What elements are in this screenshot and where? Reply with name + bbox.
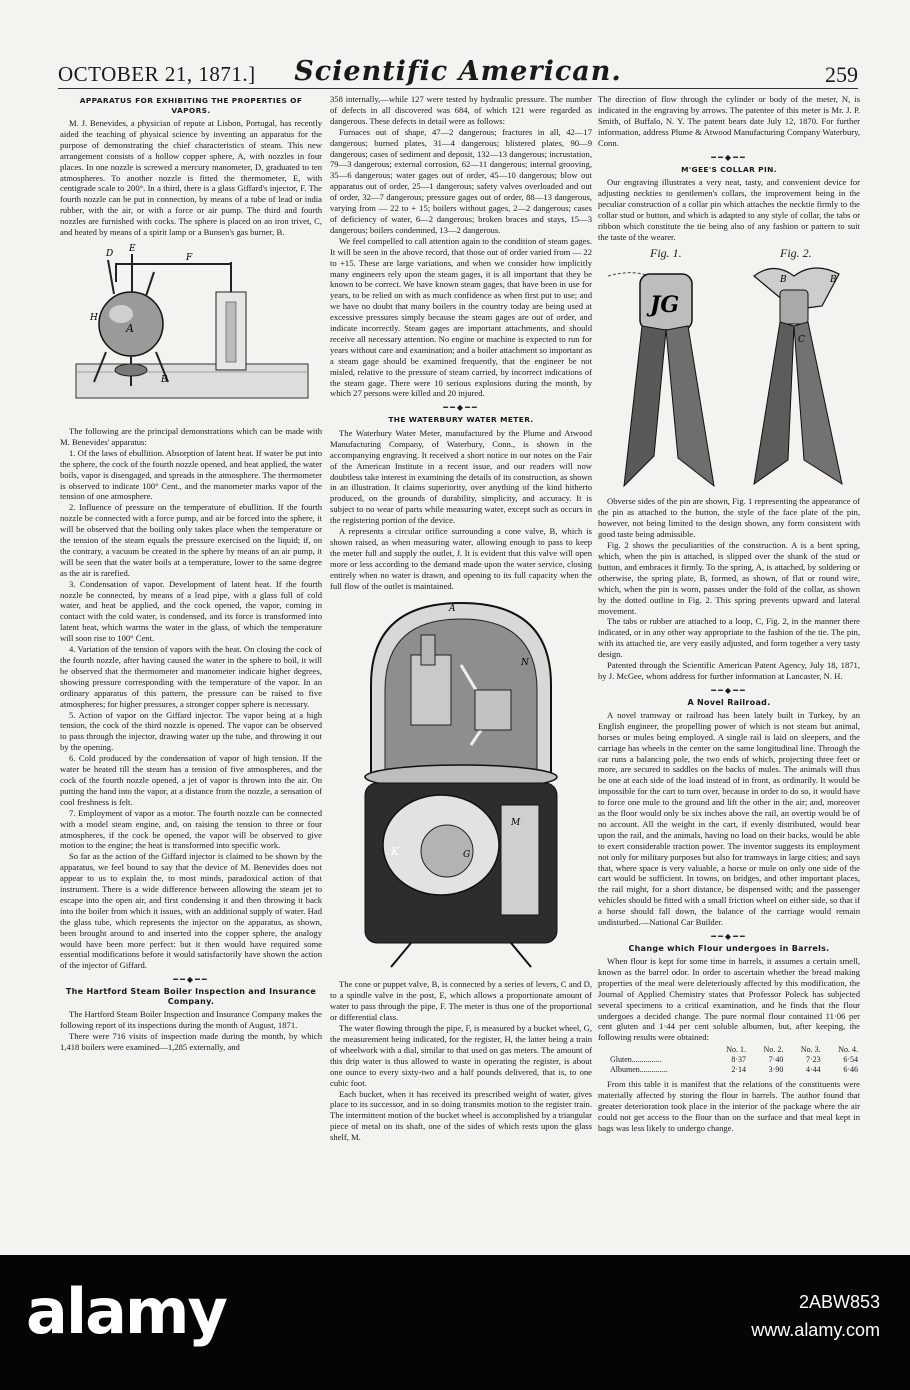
table-row [598, 1065, 860, 1075]
article-title-hartford: The Hartford Steam Boiler Inspection and Insurance Company. [65, 987, 317, 1007]
water-meter-engraving [351, 595, 571, 975]
section-ornament: ━━◆━━ [711, 932, 747, 941]
paragraph: There were 716 visits of inspection made during the month, by which 1,418 boilers were examined—1,285 externally, and [60, 1031, 322, 1052]
table-header-cell: No. 1. [726, 1045, 746, 1055]
paragraph: A represents a circular orifice surrounding a cone valve, B, which is shown raised, as when measuring water, allowing enough to pass to keep the meter full and supply the outlet, J. It is evident that this valve will open more or less according to the demand made upon the water service, closing entirely when no water is drawn, and opening to its full capacity when the full flow of the outlet is maintained. [330, 526, 592, 591]
table-header-cell: No. 4. [838, 1045, 858, 1055]
svg-text:B: B [830, 275, 837, 286]
svg-text:B: B [161, 374, 168, 385]
collar-pin-figures [604, 246, 854, 494]
table-cell: 7·40 [768, 1055, 784, 1065]
paragraph: A novel tramway or railroad has been lately built in Turkey, by an English engineer, the propelling power of which is not steam but animal, horses or mules being employed. A single rail is laid on sleepers, and the carriage has wheels in the center on the same longitudinal line. Through the car runs a balancing pole, the two ends of which, projecting three feet or more, are secured to saddles on the backs of mules. The animals will thus be one at each side of the load instead of in front, as ordinarily. It would be impossible for the cart to turn over, because in order to do so, it would have to force one mule to the ground and lift the other in the air; and, moreover as the floor would only be six inches above the rail, an overtip would be of no account. All the weight in the cart, if evenly distributed, would bear upon the rail, and the animals, having no load on their backs, would be able to exert considerable traction power. The inventor suggests its employment not only for military purposes but also for tramways in large cities; and says that, where space is very valuable, a horse or mule on only one side of the cart would be sufficient. In towns, on bridges, and other important places, the rail might, for a short distance, be dispensed with; and the passenger vehicles should be fitted with a small friction wheel on either side, so that if a horse should fall down, the balance of the carriage would remain undisturbed.—National Car Builder. [598, 709, 860, 928]
paragraph: So far as the action of the Giffard injector is claimed to be shown by the apparatus, we feel bound to say that the device of M. Benevides does not appear to us to explain the, to most minds, paradoxical action of that instrument. There is a wide difference between allowing the steam jet to escape into the open air, and first condensing it and then throwing it back into the boiler from which it issues, with an additional supply of water. Had the glass tube, which represents the injector on the apparatus, as shown, been brought around to and inserted into the copper sphere, the analogy would have been more perfect: but it then would have required some essential modifications before it would satisfactorily have shown the action of the injector of Giffard. [60, 851, 322, 971]
svg-text:M: M [511, 818, 521, 829]
table-cell: 6·46 [843, 1065, 858, 1075]
issue-date: OCTOBER 21, 1871.] [58, 62, 256, 86]
table-cell: 7·23 [805, 1055, 821, 1065]
article-title-railroad: A Novel Railroad. [687, 697, 771, 707]
column-2 [330, 94, 592, 1250]
column-3 [598, 94, 860, 1250]
svg-text:F: F [186, 252, 193, 263]
svg-text:N: N [521, 658, 529, 669]
paragraph: The Waterbury Water Meter, manufactured by the Plume and Atwood Manufacturing Company, of Waterbury, Conn., is shown in the accompanying engraving. It received a short notice in our notes on the Fair of the American Institute in a recent issue, and our readers will now doubtless take interest in examining the details of its construction, as shown in an illustration. It claims superiority, over anything of the kind hitherto produced, on the grounds of durability, simplicity, and accuracy. It is subject to no wear of parts while measuring water, except such as occurs in the registering portion of the device. [330, 427, 592, 526]
svg-text:C: C [798, 335, 805, 346]
table-cell: 6·54 [843, 1055, 858, 1065]
svg-text:H: H [90, 312, 98, 323]
paragraph: The following are the principal demonstrations which can be made with M. Benevides' apparatus: [60, 425, 322, 447]
fig1-label: Fig. 1. [650, 246, 682, 261]
paragraph: 5. Action of vapor on the Giffard injector. The vapor being at a high tension, the cock of the third nozzle is opened. The vapor can be observed to pass through the injector, drawing water up the tube, and throwing it out by the opening. [60, 709, 322, 753]
paragraph: Each bucket, when it has received its prescribed weight of water, gives place to its successor, and in so doing transmits motion to the register train. The intermittent motion of the bucket wheel is accomplished by a triangular piece of metal on its shaft, one of the sides of which rests upon the glass shelf, M. [330, 1088, 592, 1143]
table-cell: 8·37 [731, 1055, 746, 1065]
table-row [598, 1055, 860, 1065]
header-rule [58, 88, 858, 89]
paragraph: 7. Employment of vapor as a motor. The fourth nozzle can be connected with a model steam engine, and, on raising the tension to three or four atmospheres, if the cock be opened, the vapor will be observed to give motion to the engine; the heat is transformed into specific work. [60, 807, 322, 851]
flour-results-table [598, 1045, 860, 1075]
section-ornament: ━━◆━━ [443, 403, 479, 413]
paragraph: Fig. 2 shows the peculiarities of the construction. A is a bent spring, which, when the pin is attached, is slipped over the shank of the stud or button, and embraces it firmly. To the spring, A, is attached, by soldering or otherwise, the spring plate, B, formed, as shown, of flat or round wire, which, when the pin is worn, passes under the fold of the collar, as shown by the dotted outline in Fig. 2. This spring prevents upward and lateral movement. [598, 540, 860, 616]
paragraph: 2. Influence of pressure on the temperature of ebullition. If the fourth nozzle be connected with a force pump, and air be forced into the sphere, it will be observed that the boiling only takes place when the temperature or the tension of the steam equals the pressure exercised on the liquid; if, on the contrary, a vacuum be created in the sphere by means of an air pump, it will be seen that the water boils at a temperature, lower to the same degree as the air is rarefied. [60, 502, 322, 578]
svg-text:E: E [129, 243, 136, 254]
table-cell: 2·14 [731, 1065, 746, 1075]
svg-text:G: G [463, 850, 471, 861]
article-title-apparatus: APPARATUS FOR EXHIBITING THE PROPERTIES OF VAPORS. [79, 96, 303, 115]
svg-text:B: B [780, 275, 787, 286]
table-cell: 3·90 [768, 1065, 784, 1075]
paragraph: The Hartford Steam Boiler Inspection and Insurance Company makes the following report of its inspections during the month of August, 1871. [60, 1009, 322, 1031]
table-header-row [598, 1045, 860, 1055]
table-header-cell: No. 2. [763, 1045, 784, 1055]
paragraph: Obverse sides of the pin are shown, Fig. 1 representing the appearance of the pin as attached to the button, the style of the face plate of the pin, however, not being limited to the design shown, any form consistent with good taste being admissible. [598, 496, 860, 540]
section-ornament: ━━◆━━ [711, 685, 747, 695]
paragraph: 3. Condensation of vapor. Development of latent heat. If the fourth nozzle be connected, by means of a lead pipe, with a glass full of cold water, and heat be applied, and the cock opened, the vapor, coming in contact with the cold water, is condensed, and its force is transformed into latent heat, which warms the water in the glass, of which the temperature will soon rise to 100° Cent. [60, 578, 322, 644]
paragraph: 1. Of the laws of ebullition. Absorption of latent heat. If water be put into the sphere, the cock of the fourth nozzle opened, and heat applied, the water boils, vapor is disengaged, and spreads in the atmosphere. The thermometer is observed to indicate 100° Cent., and the manometer marks vapor of the tension of one atmosphere. [60, 447, 322, 502]
paragraph: 358 internally,—while 127 were tested by hydraulic pressure. The number of defects in all discovered was 684, of which 121 were regarded as dangerous. These defects in detail were as follows: [330, 94, 592, 126]
paragraph: Our engraving illustrates a very neat, tasty, and convenient device for adjusting neckties to gentlemen's collars, the improvement being in the peculiar construction of a collar pin which attaches the necktie firmly to the collar stud or button, and which is adapted to any style of collar, the tabs or ribbon which constitute the tie being also of any fashion or pattern to suit the taste of the wearer. [598, 177, 860, 242]
table-header-cell [598, 1045, 711, 1055]
paragraph: The direction of flow through the cylinder or body of the meter, N, is indicated in the engraving by arrows. The patentee of this meter is Mr. J. P. Smith, of Buffalo, N. Y. The patent bears date July 12, 1870. For further information, address Plume & Atwood Manufacturing Company Waterbury, Conn. [598, 94, 860, 148]
table-cell: Albumen.............. [610, 1065, 668, 1075]
page-number: 259 [825, 62, 858, 87]
paragraph: Patented through the Scientific American Patent Agency, July 18, 1871, by J. McGee, whom address for further information at Lancaster, N. H. [598, 660, 860, 681]
paragraph: From this table it is manifest that the relations of the constituents were materially affected by storing the flour in barrels. The author found that greater deterioration took place in the interior of the package where the air could not get access to the flour than on the surface and that meal kept in bags was less likely to undergo change. [598, 1079, 860, 1133]
paragraph: Furnaces out of shape, 47—2 dangerous; fractures in all, 42—17 dangerous; burned plates, 31—4 dangerous; blistered plates, 90—9 dangerous; cases of sediment and deposit, 132—13 dangerous; incrustation, 79—3 dangerous; external corrosion, 62—11 dangerous; internal grooving, 35—6 dangerous; water gages out of order, 45—10 dangerous; blow out apparatus out of order, 25—1 dangerous; safety valves overloaded and out of order, 32—7 dangerous; pressure gages out of order, 88—13 dangerous, varying from — 22 to + 15; boilers without gages, 2—2 dangerous; cases of deficiency of water, 6—2 dangerous; broken braces and stays, 15—3 dangerous; boilers condemned, 13—2 dangerous. [330, 126, 592, 235]
svg-text:A: A [126, 321, 134, 335]
paragraph: The cone or puppet valve, B, is connected by a series of levers, C and D, to a spindle valve in the post, E, which allows a proportionate amount of water to pass through the pipe, F. The meter is thus one of the proportional or differential class. [330, 979, 592, 1023]
svg-text:JG: JG [650, 292, 680, 319]
svg-text:A: A [449, 604, 456, 615]
section-ornament: ━━◆━━ [711, 152, 747, 162]
image-id-code: 2ABW853 [798, 1292, 880, 1312]
table-header-cell: No. 3. [800, 1045, 821, 1055]
column-1 [60, 94, 322, 1250]
collar-pin-engraving [604, 246, 854, 494]
paragraph: The tabs or rubber are attached to a loop, C, Fig. 2, in the manner there indicated, or in any other way appropriate to the fashion of the tie. The pin, with its attached tie, are very easily adjusted, and form together a very tasty design. [598, 616, 860, 660]
svg-text:K: K [391, 845, 400, 859]
alamy-logo: alamy [26, 1275, 226, 1348]
table-cell: 4·44 [805, 1065, 821, 1075]
article-title-water-meter: THE WATERBURY WATER METER. [388, 415, 534, 425]
table-cell: Gluten............... [610, 1055, 662, 1065]
svg-text:D: D [106, 248, 114, 259]
paragraph: We feel compelled to call attention again to the condition of steam gages. It will be seen in the above record, that those out of order varied from — 22 to +15. These are large variations, and when we consider how implicitly many engineers rely upon the steam gages, it is all important that they be known to be correct. We have known steam gages, that have been in use for years, to be relied on with as much confidence as when first put to use; and we have no doubt that many boilers in the country today are being used at excessive pressures simply because the steam gages are out of order, and indicate incorrectly. Steam gages are important attachments, and should receive all necessary attention. No engine or machine is expected to run for years without care and examination; and a boiler attachment so important as a steam gage should be examined frequently, that the engineer be not misled, relative to the pressure of steam carried, by incorrect indications of the steam gage. There were 10 serious explosions during the month, by which 27 persons were killed and 20 injured. [330, 235, 592, 399]
vapor-apparatus-engraving [66, 242, 316, 422]
masthead-title: Scientific American. [294, 56, 622, 87]
fig2-label: Fig. 2. [780, 246, 812, 261]
paragraph: When flour is kept for some time in barrels, it assumes a certain smell, known as the barrel odor. In order to ascertain whether the bread making properties of the meal were deleteriously affected by this modification, the Journal of Applied Chemistry states that Professor Poleck has subjected several specimens to a critical examination, and he finds that the flour undergoes a decided change. The pure normal flour contained 11·06 per cent gluten and 1·44 per cent soluble albumen, but, after keeping, the following results were obtained: [598, 956, 860, 1043]
article-title-flour: Change which Flour undergoes in Barrels. [628, 944, 830, 953]
paragraph: M. J. Benevides, a physician of repute at Lisbon, Portugal, has recently aided the teaching of physical science by inventing an apparatus for the purpose of demonstrating the chief characteristics of steam. This new arrangement consists of a hollow copper sphere, A, with nozzles in four places. In one nozzle is screwed a mercury manometer, D, graduated to ten atmospheres. To another nozzle is fitted the thermometer, E, with centigrade scale to 200°. In a third, there is a glass Giffard's injector, F. The fourth nozzle can be put in connection, by means of a tube of lead or india rubber, with the air, or with a force or air pump. The third and fourth nozzles are furnished with cocks. The sphere is placed on an iron trivet, C, and heated by means of a spirit lamp or a Bunsen's gas burner, B. [60, 118, 322, 238]
paragraph: 6. Cold produced by the condensation of vapor of high tension. If the water be heated till the steam has a tension of five atmospheres, and the cock of the fourth nozzle opened, a jet of vapor is thrown into the air. On putting the hand into the vapor, at a distance from the nozzle, a sensation of cool freshness is felt. [60, 753, 322, 807]
paragraph: 4. Variation of the tension of vapors with the heat. On closing the cock of the fourth nozzle, after having caused the water in the sphere to boil, it will be observed that the thermometer and manometer indicate higher degrees, showing pressure corresponding with the temperature of the vapor. In an ordinary apparatus of this pattern, the pressure can be raised to five atmospheres; for higher pressures, a stronger copper sphere is necessary. [60, 644, 322, 709]
section-ornament: ━━◆━━ [173, 975, 209, 985]
site-url: www.alamy.com [751, 1320, 880, 1340]
paragraph: The water flowing through the pipe, F, is measured by a bucket wheel, G, the measurement being indicated, for the register, H, the latter being a train of wheelwork with a dial, similar to that used on gas meters. The amount of this drip water is thus allowed to waste in operating the register, is about one ounce to every sixty-two and a half pounds delivered, that is, to one cubic foot. [330, 1023, 592, 1088]
article-title-collar-pin: M'GEE'S COLLAR PIN. [681, 164, 777, 174]
